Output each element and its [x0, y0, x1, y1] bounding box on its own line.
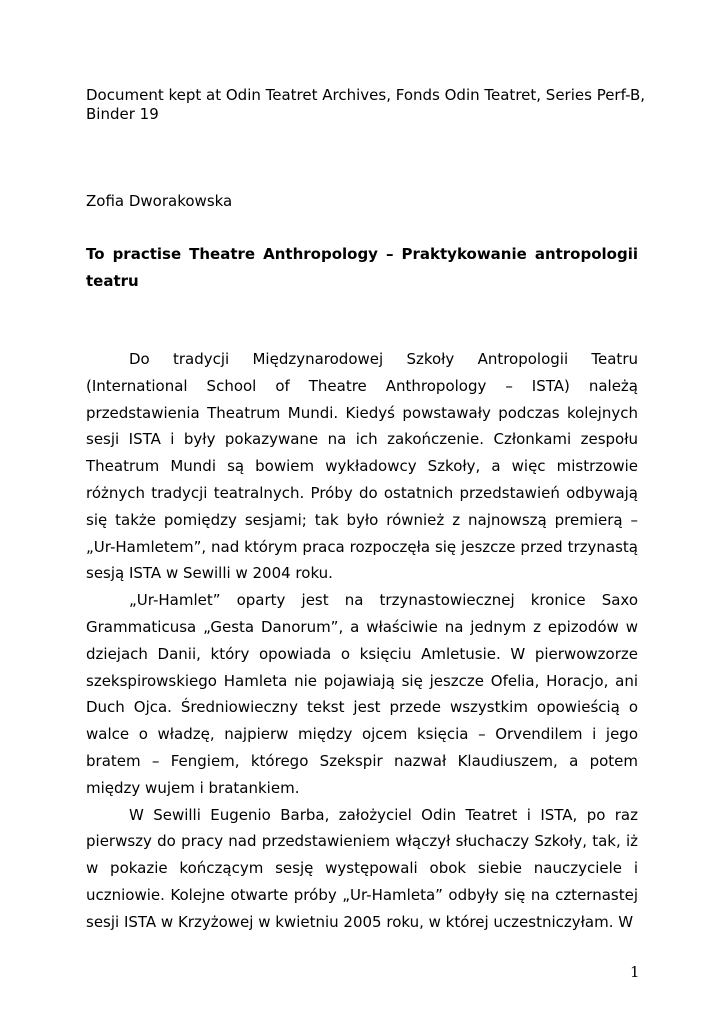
- author-name: Zofia Dworakowska: [86, 192, 233, 210]
- page-number: 1: [630, 963, 640, 981]
- paragraph: „Ur-Hamlet” oparty jest na trzynastowiecznej kronice Saxo Grammaticusa „Gesta Danorum”, a właściwie na jednym z epizodów w dziejach Danii, który opowiada o księciu Amletusie. W pierwowzorze szekspirowskiego Hamleta nie pojawiają się jeszcze Ofelia, Horacjo, ani Duch Ojca. Średniowieczny tekst jest przede wszystkim opowieścią o walce o władzę, najpierw między ojcem księcia – Orvendilem i jego bratem – Fengiem, którego Szekspir nazwał Klaudiuszem, a potem między wujem i bratankiem.: [86, 591, 638, 797]
- archive-header: Document kept at Odin Teatret Archives, Fonds Odin Teatret, Series Perf-B, Binder 19: [86, 86, 645, 123]
- document-title: To practise Theatre Anthropology – Praktykowanie antropologii teatru: [86, 245, 638, 290]
- paragraph: Do tradycji Międzynarodowej Szkoły Antropologii Teatru (International School of Theatre Anthropology – ISTA) należą przedstawienia Theatrum Mundi. Kiedyś powstawały podczas kolejnych sesji ISTA i były pokazywane na ich zakończenie. Członkami zespołu Theatrum Mundi są bowiem wykładowcy Szkoły, a więc mistrzowie różnych tradycji teatralnych. Próby do ostatnich przedstawień odbywają się także pomiędzy sesjami; tak było również z najnowszą premierą – „Ur-Hamletem”, nad którym praca rozpoczęła się jeszcze przed trzynastą sesją ISTA w Sewilli w 2004 roku.: [86, 350, 638, 583]
- paragraph: W Sewilli Eugenio Barba, założyciel Odin Teatret i ISTA, po raz pierwszy do pracy nad przedstawieniem włączył słuchaczy Szkoły, tak, iż w pokazie kończącym sesję występowali obok siebie nauczyciele i uczniowie. Kolejne otwarte próby „Ur-Hamleta” odbyły się na czternastej sesji ISTA w Krzyżowej w kwietniu 2005 roku, w której uczestniczyłam. W: [86, 805, 638, 931]
- body-text: [86, 346, 638, 936]
